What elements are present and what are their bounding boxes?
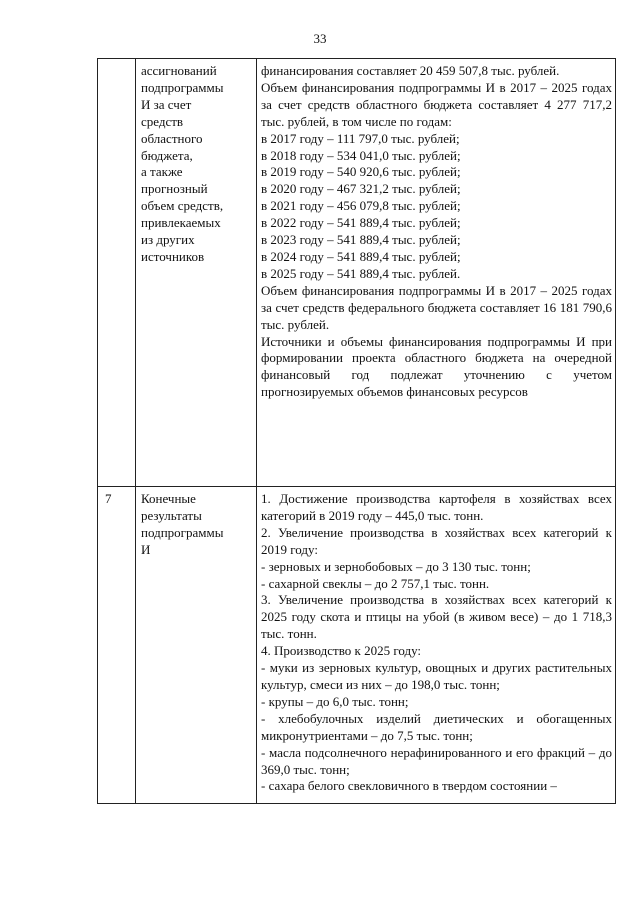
content-paragraph: в 2025 году – 541 889,4 тыс. рублей. <box>261 265 461 281</box>
row-name-line: прогнозный <box>141 181 208 197</box>
row-number-cell: 7 <box>98 487 136 804</box>
content-paragraph: 2. Увеличение производства в хозяйствах всех категорий к 2019 году: <box>261 524 612 557</box>
row-name-cell <box>136 487 257 804</box>
row-name-line: И за счет <box>141 96 192 112</box>
content-paragraph: - зерновых и зернобобовых – до 3 130 тыс. тонн; <box>261 558 531 574</box>
table-row-financing <box>98 59 616 487</box>
content-paragraph: в 2018 году – 534 041,0 тыс. рублей; <box>261 147 461 163</box>
content-paragraph: - сахара белого свекловичного в твердом состоянии – <box>261 778 557 794</box>
row-name-cell <box>136 59 257 487</box>
content-paragraph: 3. Увеличение производства в хозяйствах всех категорий к 2025 году скота и птицы на убой (в живом весе) – до 1 718,3 тыс. тонн. <box>261 592 612 642</box>
content-paragraph: в 2024 году – 541 889,4 тыс. рублей; <box>261 248 461 264</box>
row-name-line: источников <box>141 248 205 264</box>
row-name-line: из других <box>141 232 195 248</box>
row-number-cell <box>98 59 136 487</box>
row-name-line: Конечные <box>141 491 196 506</box>
content-paragraph: 1. Достижение производства картофеля в хозяйствах всех категорий в 2019 году – 445,0 тыс. тонн. <box>261 491 612 523</box>
content-paragraph: - масла подсолнечного нерафинированного и его фракций – до 369,0 тыс. тонн; <box>261 744 612 777</box>
passport-table <box>97 58 616 804</box>
row-name-line: объем средств, <box>141 198 224 214</box>
row-name-line: результаты <box>141 507 202 523</box>
page-number: 33 <box>313 31 327 46</box>
row-content-cell <box>257 487 616 804</box>
content-paragraph: Объем финансирования подпрограммы И в 2017 – 2025 годах за счет средств областного бюджета составляет 4 277 717,2 тыс. рублей, в том числе по годам: <box>261 79 612 129</box>
content-paragraph: финансирования составляет 20 459 507,8 тыс. рублей. <box>261 63 560 78</box>
content-paragraph: - муки из зерновых культур, овощных и других растительных культур, смеси из них – до 198,0 тыс. тонн; <box>261 660 612 692</box>
content-paragraph: в 2023 году – 541 889,4 тыс. рублей; <box>261 232 461 248</box>
content-paragraph: Объем финансирования подпрограммы И в 2017 – 2025 годах за счет средств федерального бюджета составляет 16 181 790,6 тыс. рублей. <box>261 282 612 332</box>
table-row-final-results <box>98 487 616 804</box>
row-name-line: подпрограммы <box>141 79 224 95</box>
row-name-line: областного <box>141 130 203 146</box>
content-paragraph: в 2019 году – 540 920,6 тыс. рублей; <box>261 164 461 180</box>
content-paragraph: - крупы – до 6,0 тыс. тонн; <box>261 693 409 709</box>
row-name-line: бюджета, <box>141 147 193 163</box>
content-paragraph: в 2021 году – 456 079,8 тыс. рублей; <box>261 198 461 214</box>
content-paragraph: в 2017 году – 111 797,0 тыс. рублей; <box>261 130 460 146</box>
row-name-line: подпрограммы <box>141 524 224 540</box>
content-paragraph: в 2022 году – 541 889,4 тыс. рублей; <box>261 215 461 231</box>
content-paragraph: - сахарной свеклы – до 2 757,1 тыс. тонн. <box>261 575 490 591</box>
content-paragraph: Источники и объемы финансирования подпрограммы И при формировании проекта областного бюджета на очередной финансовый год подлежат уточнению с учетом прогнозируемых объемов финансовых ресурсов <box>261 333 612 400</box>
content-paragraph: 4. Производство к 2025 году: <box>261 643 422 659</box>
content-paragraph: в 2020 году – 467 321,2 тыс. рублей; <box>261 181 461 197</box>
row-name-line: а также <box>141 164 183 180</box>
row-name-line: привлекаемых <box>141 215 221 231</box>
row-name-line: средств <box>141 113 184 129</box>
row-name-line: ассигнований <box>141 63 217 78</box>
row-content-cell <box>257 59 616 487</box>
content-paragraph: - хлебобулочных изделий диетических и обогащенных микронутриентами – до 7,5 тыс. тонн; <box>261 710 612 743</box>
row-name-line: И <box>141 541 151 557</box>
